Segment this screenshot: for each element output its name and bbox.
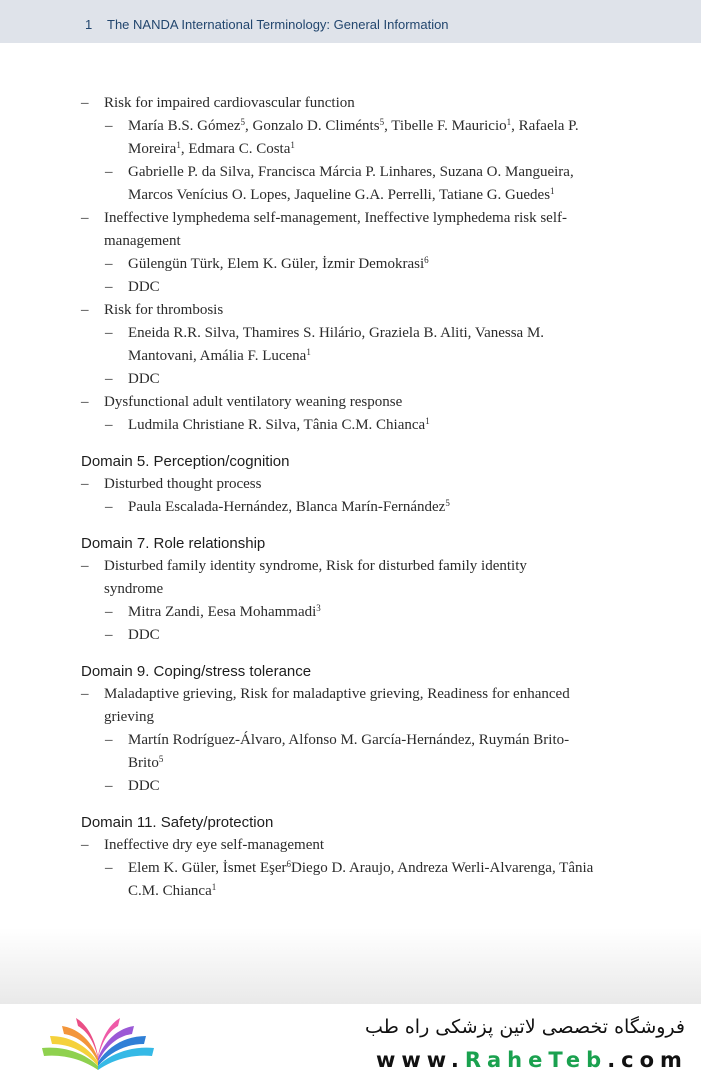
- contributor-item: [0, 624, 598, 647]
- item-text: Paula Escalada-Hernández, Blanca Marín-Fernández: [128, 499, 446, 515]
- item-text: Disturbed thought process: [104, 476, 262, 492]
- contributor-item: [0, 253, 598, 276]
- item-text: Dysfunctional adult ventilatory weaning response: [104, 394, 403, 410]
- dash-bullet: –: [105, 604, 113, 620]
- domain-heading: Domain 9. Coping/stress tolerance: [81, 663, 312, 680]
- item-text: Ineffective lymphedema self-management, Ineffective lymphedema risk self-management: [104, 210, 568, 249]
- item-text: DDC: [128, 279, 160, 295]
- item-text: DDC: [128, 778, 160, 794]
- watermark-banner: [0, 1004, 701, 1080]
- affiliation-superscript: 3: [316, 603, 321, 613]
- dash-bullet: –: [105, 256, 113, 272]
- diagnosis-item: [0, 299, 584, 322]
- affiliation-superscript: 1: [425, 416, 430, 426]
- affiliation-superscript: 6: [424, 255, 429, 265]
- running-header: [0, 0, 701, 43]
- affiliation-superscript: 1: [550, 186, 555, 196]
- contributor-item: [0, 414, 598, 437]
- dash-bullet: –: [105, 417, 113, 433]
- url-brand: RaheTeb: [464, 1048, 608, 1072]
- dash-bullet: –: [81, 558, 89, 574]
- contributor-item: [0, 601, 598, 624]
- domain-heading: Domain 11. Safety/protection: [81, 814, 274, 831]
- bottom-fade: [0, 928, 701, 1004]
- dash-bullet: –: [81, 95, 89, 111]
- item-text: Gabrielle P. da Silva, Francisca Márcia P. Linhares, Suzana O. Mangueira, Marcos Venícius O. Lopes, Jaqueline G.A. Perrelli, Tatiane G. Guedes: [128, 164, 574, 203]
- item-text: Gülengün Türk, Elem K. Güler, İzmir Demokrasi: [128, 256, 425, 272]
- item-text: Disturbed family identity syndrome, Risk for disturbed family identity syndrome: [104, 558, 527, 597]
- diagnosis-item: [0, 683, 584, 729]
- shop-name: فروشگاه تخصصی لاتین پزشکی راه طب: [365, 1016, 685, 1038]
- dash-bullet: –: [105, 279, 113, 295]
- contributor-item: [0, 276, 598, 299]
- url-prefix: www.: [376, 1048, 465, 1072]
- affiliation-superscript: 1: [290, 140, 295, 150]
- diagnosis-item: [0, 207, 584, 253]
- item-text: Risk for thrombosis: [104, 302, 224, 318]
- item-text: , Tibelle F. Mauricio: [384, 118, 507, 134]
- url-suffix: .com: [607, 1048, 688, 1072]
- diagnosis-item: [0, 555, 584, 601]
- contributor-item: [0, 322, 598, 368]
- contributor-item: [0, 161, 598, 207]
- dash-bullet: –: [105, 732, 113, 748]
- affiliation-superscript: 1: [211, 882, 217, 892]
- dash-bullet: –: [105, 860, 113, 876]
- contributor-item: [0, 115, 598, 161]
- item-text: Diego D. Araujo, Andreza Werli-Alvarenga, Tânia C.M. Chianca: [128, 860, 594, 899]
- affiliation-superscript: 5: [445, 498, 450, 508]
- dash-bullet: –: [81, 210, 89, 226]
- contributor-item: [0, 368, 598, 391]
- item-text: María B.S. Gómez: [128, 118, 241, 134]
- affiliation-superscript: 6: [286, 859, 292, 869]
- item-text: Risk for impaired cardiovascular function: [104, 95, 355, 111]
- running-title: The NANDA International Terminology: General Information: [107, 17, 449, 32]
- contributor-item: [0, 775, 598, 798]
- item-text: , Gonzalo D. Climénts: [244, 118, 380, 134]
- dash-bullet: –: [105, 499, 113, 515]
- dash-bullet: –: [105, 371, 113, 387]
- contributor-item: [0, 729, 598, 775]
- item-text: Ineffective dry eye self-management: [104, 837, 325, 853]
- affiliation-superscript: 5: [158, 754, 164, 764]
- dash-bullet: –: [105, 118, 113, 134]
- item-text: Mitra Zandi, Eesa Mohammadi: [128, 604, 317, 620]
- affiliation-superscript: 1: [176, 140, 181, 150]
- open-book-logo: [40, 1016, 156, 1072]
- item-text: Eneida R.R. Silva, Thamires S. Hilário, Graziela B. Aliti, Vanessa M. Mantovani, Amália F. Lucena: [128, 325, 545, 364]
- dash-bullet: –: [81, 686, 89, 702]
- dash-bullet: –: [81, 837, 89, 853]
- dash-bullet: –: [81, 476, 89, 492]
- item-text: , Rafaela P. Moreira: [128, 118, 579, 157]
- item-text: DDC: [128, 627, 160, 643]
- contributor-item: [0, 857, 598, 903]
- page-number: 1: [85, 17, 93, 32]
- contributor-item: [0, 496, 598, 519]
- dash-bullet: –: [105, 164, 113, 180]
- item-text: Elem K. Güler, İsmet Eşer: [128, 860, 287, 876]
- shop-url: [376, 1048, 688, 1072]
- dash-bullet: –: [105, 627, 113, 643]
- page-body: [0, 92, 701, 903]
- affiliation-superscript: 5: [379, 117, 385, 127]
- domain-heading: Domain 7. Role relationship: [81, 535, 266, 552]
- dash-bullet: –: [81, 394, 89, 410]
- dash-bullet: –: [81, 302, 89, 318]
- item-text: DDC: [128, 371, 160, 387]
- diagnosis-item: [0, 92, 584, 115]
- affiliation-superscript: 5: [240, 117, 245, 127]
- item-text: Ludmila Christiane R. Silva, Tânia C.M. Chianca: [128, 417, 426, 433]
- item-text: Martín Rodríguez-Álvaro, Alfonso M. García-Hernández, Ruymán Brito-Brito: [128, 732, 570, 771]
- dash-bullet: –: [105, 778, 113, 794]
- item-text: , Edmara C. Costa: [180, 141, 291, 157]
- diagnosis-item: [0, 391, 584, 414]
- affiliation-superscript: 1: [306, 347, 311, 357]
- affiliation-superscript: 1: [506, 117, 512, 127]
- item-text: Maladaptive grieving, Risk for maladaptive grieving, Readiness for enhanced grieving: [104, 686, 570, 725]
- dash-bullet: –: [105, 325, 113, 341]
- domain-heading: Domain 5. Perception/cognition: [81, 453, 290, 470]
- diagnosis-item: [0, 473, 584, 496]
- diagnosis-item: [0, 834, 584, 857]
